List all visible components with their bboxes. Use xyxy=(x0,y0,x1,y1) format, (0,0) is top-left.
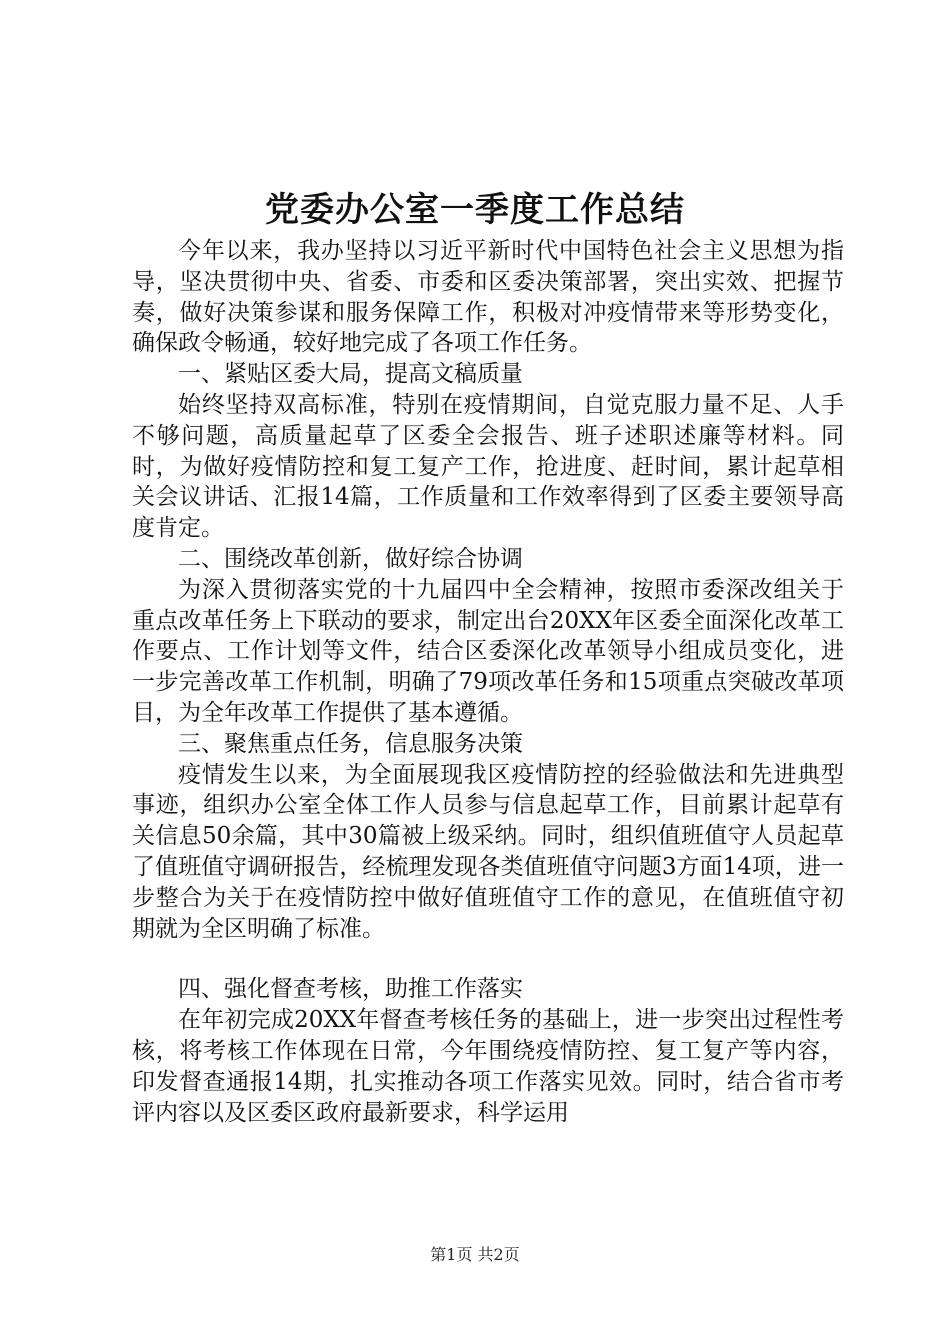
section-heading-2: 二、围绕改革创新，做好综合协调 xyxy=(178,545,523,572)
section-heading-4: 四、强化督查考核，助推工作落实 xyxy=(178,976,523,1003)
section-heading-1: 一、紧贴区委大局，提高文稿质量 xyxy=(178,361,523,388)
section-paragraph-3: 疫情发生以来，为全面展现我区疫情防控的经验做法和先进典型事迹，组织办公室全体工作人员参与信息起草工作，目前累计起草有关信息50余篇，其中30篇被上级采纳。同时，组织值班值守人员起草了值班值守调研报告，经梳理发现各类值班值守问题3方面14项，进一步整合为关于在疫情防控中做好值班值守工作的意见，在值班值守初期就为全区明确了标准。 xyxy=(132,761,844,942)
intro-paragraph: 今年以来，我办坚持以习近平新时代中国特色社会主义思想为指导，坚决贯彻中央、省委、市委和区委决策部署，突出实效、把握节奏，做好决策参谋和服务保障工作，积极对冲疫情带来等形势变化，确保政令畅通，较好地完成了各项工作任务。 xyxy=(132,238,844,357)
section-paragraph-1: 始终坚持双高标准，特别在疫情期间，自觉克服力量不足、人手不够问题，高质量起草了区委全会报告、班子述职述廉等材料。同时，为做好疫情防控和复工复产工作，抢进度、赶时间，累计起草相关会议讲话、汇报14篇，工作质量和工作效率得到了区委主要领导高度肯定。 xyxy=(132,391,844,542)
section-heading-3: 三、聚焦重点任务，信息服务决策 xyxy=(178,730,523,757)
page-footer: 第1页 共2页 xyxy=(430,1245,520,1264)
document-title: 党委办公室一季度工作总结 xyxy=(265,190,685,230)
document-body xyxy=(132,236,844,1128)
section-paragraph-4: 在年初完成20XX年督查考核任务的基础上，进一步突出过程性考核，将考核工作体现在日常，今年围绕疫情防控、复工复产等内容，印发督查通报14期，扎实推动各项工作落实见效。同时，结合省市考评内容以及区委区政府最新要求，科学运用 xyxy=(132,1007,844,1126)
section-paragraph-2: 为深入贯彻落实党的十九届四中全会精神，按照市委深改组关于重点改革任务上下联动的要求，制定出台20XX年区委全面深化改革工作要点、工作计划等文件，结合区委深化改革领导小组成员变化，进一步完善改革工作机制，明确了79项改革任务和15项重点突破改革项目，为全年改革工作提供了基本遵循。 xyxy=(132,576,844,726)
